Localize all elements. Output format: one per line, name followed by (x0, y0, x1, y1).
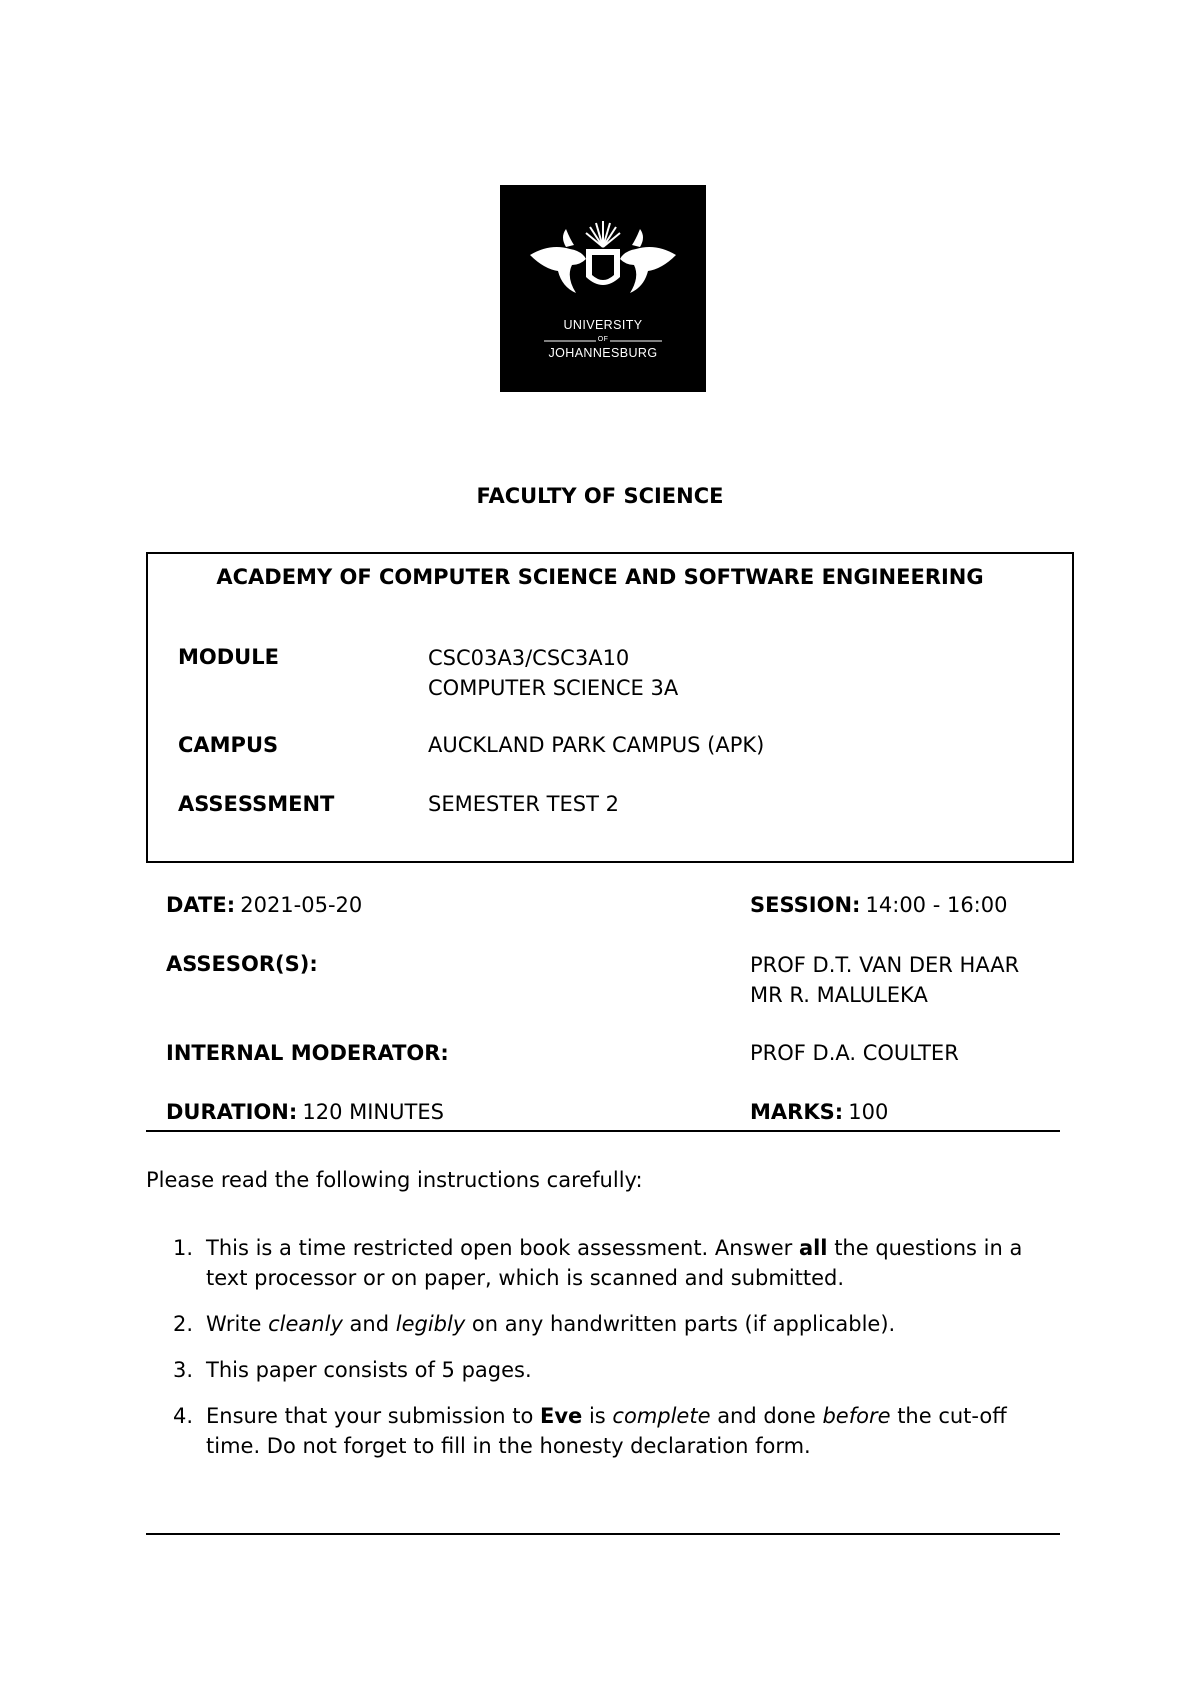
instruction-item (146, 1309, 1066, 1339)
assessment-value: SEMESTER TEST 2 (428, 792, 619, 816)
module-code: CSC03A3/CSC3A10 (428, 646, 630, 670)
module-name: COMPUTER SCIENCE 3A (428, 676, 679, 700)
footer-divider (146, 1533, 1060, 1535)
instruction-text: and (342, 1312, 396, 1336)
instruction-emphasis: complete (612, 1404, 711, 1428)
instruction-number: 4. (173, 1404, 194, 1428)
campus-label: CAMPUS (178, 733, 279, 757)
moderator-label: INTERNAL MODERATOR: (166, 1041, 449, 1065)
instructions-list (146, 1233, 1066, 1477)
instruction-number: 3. (173, 1358, 194, 1382)
session-value: 14:00 - 16:00 (865, 893, 1008, 917)
assessor-name-1: PROF D.T. VAN DER HAAR (750, 953, 1020, 977)
instruction-emphasis: Eve (540, 1404, 583, 1428)
logo-text-johannesburg: JOHANNESBURG (548, 346, 658, 360)
instruction-emphasis: all (798, 1236, 828, 1260)
moderator-value: PROF D.A. COULTER (750, 1041, 959, 1065)
session-field (750, 893, 1007, 917)
faculty-title: FACULTY OF SCIENCE (476, 484, 724, 508)
instruction-text: the cut-off time. Do not forget to fill in the honesty declaration form. (206, 1404, 1007, 1458)
instruction-text: and done (710, 1404, 823, 1428)
assessor-name-2: MR R. MALULEKA (750, 983, 928, 1007)
instruction-item (146, 1355, 1066, 1385)
duration-field (166, 1100, 444, 1124)
campus-value: AUCKLAND PARK CAMPUS (APK) (428, 733, 765, 757)
marks-value: 100 (848, 1100, 889, 1124)
duration-label: DURATION: (166, 1100, 298, 1124)
instruction-emphasis: cleanly (268, 1312, 343, 1336)
date-value: 2021-05-20 (240, 893, 363, 917)
instructions-intro: Please read the following instructions carefully: (146, 1168, 643, 1192)
university-logo (500, 185, 706, 392)
instruction-item (146, 1233, 1066, 1293)
instruction-item (146, 1401, 1066, 1461)
module-info-box (146, 552, 1074, 863)
module-label: MODULE (178, 645, 279, 669)
instruction-text: the questions in a text processor or on paper, which is scanned and submitted. (206, 1236, 1023, 1290)
instruction-text: This is a time restricted open book assessment. Answer (206, 1236, 799, 1260)
date-field (166, 893, 362, 917)
instruction-number: 1. (173, 1236, 194, 1260)
details-divider (146, 1130, 1060, 1132)
instruction-text: This paper consists of 5 pages. (206, 1358, 532, 1382)
instruction-emphasis: legibly (395, 1312, 466, 1336)
marks-field (750, 1100, 888, 1124)
instruction-text: Ensure that your submission to (206, 1404, 540, 1428)
instruction-emphasis: before (822, 1404, 891, 1428)
academy-title: ACADEMY OF COMPUTER SCIENCE AND SOFTWARE ENGINEERING (216, 565, 984, 589)
duration-value: 120 MINUTES (302, 1100, 444, 1124)
instruction-text: on any handwritten parts (if applicable). (465, 1312, 896, 1336)
logo-text-university: UNIVERSITY (563, 318, 643, 332)
assessors-label: ASSESOR(S): (166, 952, 318, 976)
birds-shield-crest-icon (500, 185, 706, 392)
marks-label: MARKS: (750, 1100, 844, 1124)
instruction-number: 2. (173, 1312, 194, 1336)
instruction-text: is (582, 1404, 613, 1428)
session-label: SESSION: (750, 893, 861, 917)
logo-text-of: OF (597, 336, 609, 343)
instruction-text: Write (206, 1312, 269, 1336)
assessment-label: ASSESSMENT (178, 792, 335, 816)
date-label: DATE: (166, 893, 236, 917)
